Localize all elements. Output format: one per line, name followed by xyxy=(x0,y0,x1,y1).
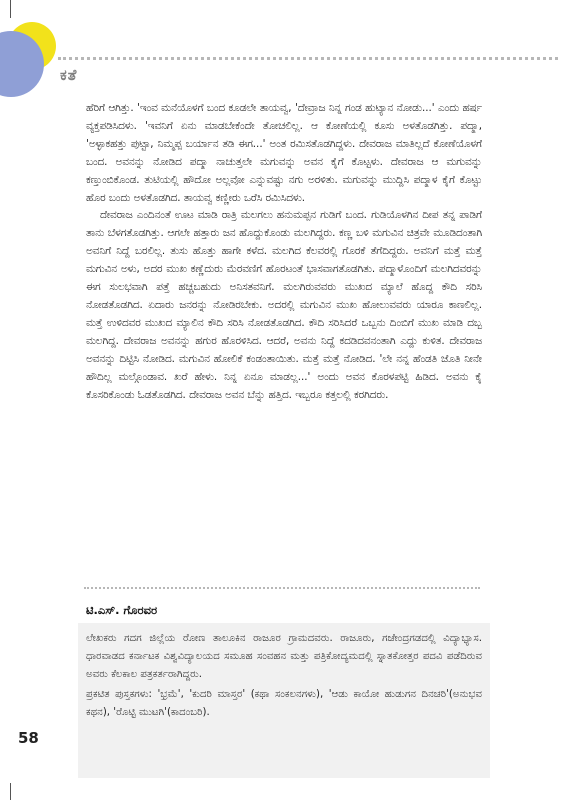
crop-mark-bottom-left xyxy=(10,783,11,800)
section-label: ಕತೆ xyxy=(60,66,78,84)
crop-mark-top-left xyxy=(10,0,11,18)
section-divider xyxy=(84,587,480,589)
author-name: ಟಿ.ಎಸ್. ಗೊರವರ xyxy=(86,603,158,617)
author-works-paragraph: ಪ್ರಕಟಿತ ಪುಸ್ತಕಗಳು: 'ಭ್ರಮೆ', 'ಕುದರಿ ಮಾಸ್ತರ' (ಕಥಾ ಸಂಕಲನಗಳು), 'ಆಡು ಕಾಯೋ ಹುಡುಗನ ದಿನಚರಿ'(ಅನುಭವ ಕಥನ), 'ರೊಟ್ಟಿ ಮುಟಗಿ'(ಕಾದಂಬರಿ). xyxy=(86,688,482,718)
author-bio-paragraph: ಲೇಖಕರು ಗದಗ ಜಿಲ್ಲೆಯ ರೋಣ ತಾಲೂಕಿನ ರಾಜೂರ ಗ್ರಾಮದವರು. ರಾಜೂರು, ಗಜೇಂದ್ರಗಡದಲ್ಲಿ ವಿದ್ಯಾಭ್ಯಾಸ. ಧಾರವಾಡದ ಕರ್ನಾಟಕ ವಿಶ್ವವಿದ್ಯಾಲಯದ ಸಮೂಹ ಸಂವಹನ ಮತ್ತು ಪತ್ರಿಕೋದ್ಯಮದಲ್ಲಿ ಸ್ನಾತಕೋತ್ತರ ಪದವಿ ಪಡೆದಿರುವ ಅವರು ಕೆಲಕಾಲ ಪತ್ರಕರ್ತರಾಗಿದ್ದರು. xyxy=(86,633,482,680)
header-dotted-rule xyxy=(58,57,558,60)
page-number: 58 xyxy=(18,729,39,747)
story-text xyxy=(86,100,482,404)
author-bio xyxy=(86,630,482,722)
story-paragraph: ದೇವರಾಜ ಎಂದಿನಂತೆ ಊಟ ಮಾಡಿ ರಾತ್ರಿ ಮಲಗಲು ಹನುಮಪ್ಪನ ಗುಡಿಗೆ ಬಂದ. ಗುಡಿಯೊಳಗಿನ ದೀಪ ತನ್ನ ಪಾಡಿಗೆ ತಾನು ಬೆಳಗತೊಡಗಿತ್ತು. ಆಗಲೇ ಹತ್ತಾರು ಜನ ಹೊದ್ದುಕೊಂಡು ಮಲಗಿದ್ದರು. ಕಣ್ಣ ಬಳಿ ಮಗುವಿನ ಚಿತ್ರವೇ ಮೂಡಿದಂತಾಗಿ ಅವನಿಗೆ ನಿದ್ದೆ ಬರಲಿಲ್ಲ. ತುಸು ಹೊತ್ತು ಹಾಗೇ ಕಳೆದ. ಮಲಗಿದ ಕೆಲವರಲ್ಲಿ ಗೊರಕೆ ತೆಗೆದಿದ್ದರು. ಅವನಿಗೆ ಮತ್ತೆ ಮತ್ತೆ ಮಗುವಿನ ಅಳು, ಅದರ ಮುಖ ಕಣ್ಣೆದುರು ಮೆರವಣಿಗೆ ಹೊರಟಂತೆ ಭಾಸವಾಗತೊಡಗಿತು. ಪದ್ಮಾಳೊಂದಿಗೆ ಮಲಗಿದವರನ್ನು ಈಗ ಸುಲಭವಾಗಿ ಪತ್ತೆ ಹಚ್ಚಬಹುದು ಅನಿಸತವನಿಗೆ. ಮಲಗಿರುವವರು ಮುಖದ ಮ್ಯಾಲೆ ಹೊದ್ದ ಕೌದಿ ಸರಿಸಿ ನೋಡತೊಡಗಿದ. ಏದಾರು ಜನರನ್ನು ನೋಡಿರಬೇಕು. ಅದರಲ್ಲಿ ಮಗುವಿನ ಮುಖ ಹೋಲುವವರು ಯಾರೂ ಕಾಣಲಿಲ್ಲ. ಮತ್ತೆ ಉಳಿದವರ ಮುಖದ ಮ್ಯಾಲಿನ ಕೌದಿ ಸರಿಸಿ ನೋಡತೊಡಗಿದ. ಕೌದಿ ಸರಿಸಿದರೆ ಒಬ್ಬನು ದಿಂಬಿಗೆ ಮುಖ ಮಾಡಿ ದಬ್ಬ ಮಲಗಿದ್ದ. ದೇವರಾಜ ಅವನನ್ನು ಹಗುರ ಹೊರಳಿಸಿದ. ಆದರೆ, ಅವನು ನಿದ್ದೆ ಕದಡಿದವನಂತಾಗಿ ಎದ್ದು ಕುಳಿತ. ದೇವರಾಜ ಅವನನ್ನು ದಿಟ್ಟಿಸಿ ನೋಡಿದ. ಮಗುವಿನ ಹೋಲಿಕೆ ಕಂಡಂತಾಯಿತು. ಮತ್ತೆ ಮತ್ತೆ ನೋಡಿದ. 'ಲೇ ನನ್ನ ಹೆಂಡತಿ ಜೊತಿ ನೀನೇ ಹೌದಿಲ್ಲ ಮಲ್ಗೊಂಡಾವ. ಖರೆ ಹೇಳು. ನಿನ್ನ ಏನೂ ಮಾಡಲ್ಲ...' ಅಂದು ಅವನ ಕೊರಳಪಟ್ಟಿ ಹಿಡಿದ. ಅವನು ಕೈ ಕೊಸರಿಕೊಂಡು ಓಡತೊಡಗಿದ. ದೇವರಾಜ ಅವನ ಬೆನ್ನು ಹತ್ತಿದ. ಇಬ್ಬರೂ ಕತ್ತಲಲ್ಲಿ ಕರಗಿದರು. xyxy=(86,209,483,401)
story-paragraph: ಹೆರಿಗೆ ಆಗಿತ್ತು. 'ಇಂವ ಮನೆಯೊಳಗೆ ಬಂದ ಕೂಡಲೇ ತಾಯವ್ವ, 'ದೇವ್ರಾಜ ನಿನ್ನ ಗಂಡ ಹುಟ್ಯಾನ ನೋಡು...' ಎಂದು ಹರ್ಷ ವ್ಯಕ್ತಪಡಿಸಿದಳು. 'ಇವನಿಗೆ ಏನು ಮಾಡಬೇಕೆಂದೇ ತೋಚಲಿಲ್ಲ. ಆ ಕೋಣೆಯಲ್ಲಿ ಕೂಸು ಅಳತೊಡಗಿತ್ತು. ಪದ್ಮಾ, 'ಅಳ್ಳಾಕಹತ್ತು ಪುಟ್ಟಾ, ನಿಮ್ಮಪ್ಪ ಬರ್ಯಾನ ತಡಿ ಈಗ...' ಅಂತ ರಮಿಸತೊಡಗಿದ್ದಳು. ದೇವರಾಜ ಮಾತಿಲ್ಲದೆ ಕೋಣೆಯೊಳಗೆ ಬಂದ. ಅವನನ್ನು ನೋಡಿದ ಪದ್ಮಾ ನಾಚುತ್ತಲೇ ಮಗುವನ್ನು ಅವನ ಕೈಗೆ ಕೊಟ್ಟಳು. ದೇವರಾಜ ಆ ಮಗುವನ್ನು ಕಣ್ತುಂಬಿಕೊಂಡ. ತುಟಿಯಲ್ಲಿ ಹೌದೋ ಅಲ್ಲವೋ ಎನ್ನುವಷ್ಟು ನಗು ಅರಳಿತು. ಮಗುವನ್ನು ಮುದ್ದಿಸಿ ಪದ್ಮಾಳ ಕೈಗೆ ಕೊಟ್ಟು ಹೊರ ಬಂದು ಅಳತೊಡಗಿದ. ತಾಯವ್ವ ಕಣ್ಣೀರು ಒರೆಸಿ ರಮಿಸಿದಳು. xyxy=(86,102,482,204)
